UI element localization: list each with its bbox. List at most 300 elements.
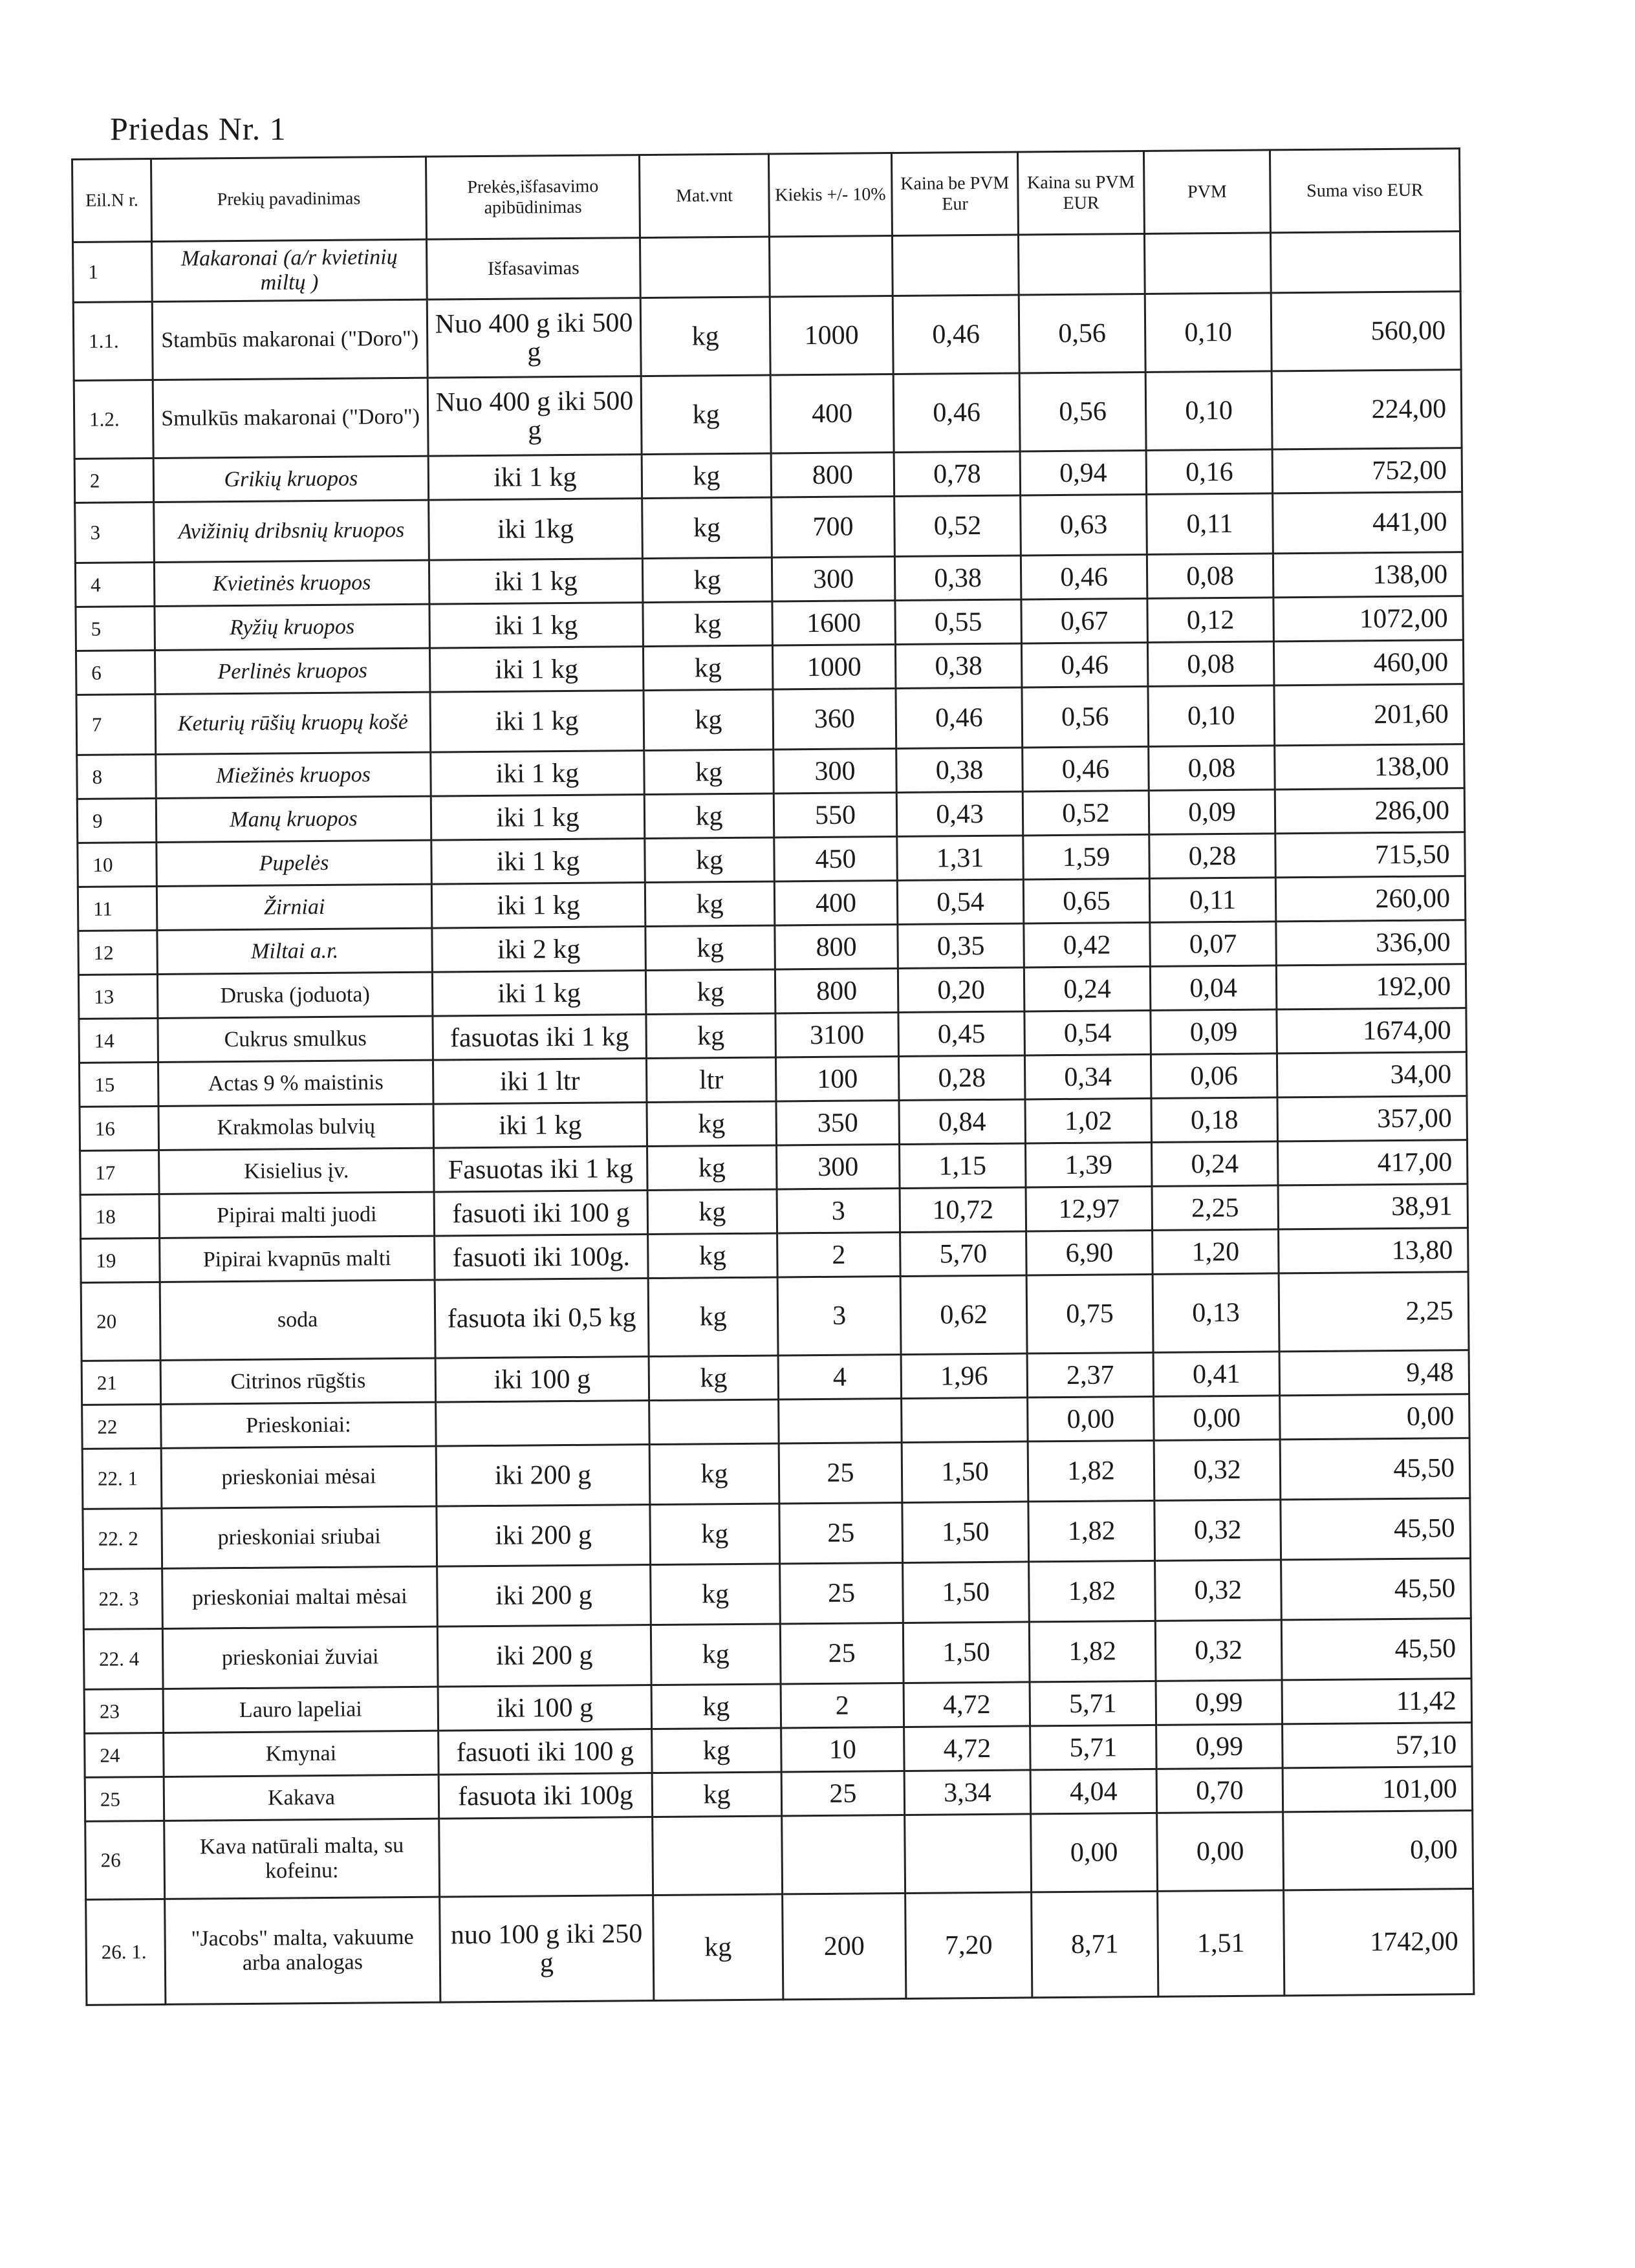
row-number-cell: 13 — [78, 974, 158, 1019]
quantity-cell: 2 — [777, 1232, 901, 1277]
packaging-cell: Nuo 400 g iki 500 g — [428, 376, 642, 457]
price-without-vat-cell: 1,31 — [897, 836, 1024, 881]
price-with-vat-cell — [1018, 233, 1145, 295]
price-with-vat-cell: 1,82 — [1029, 1621, 1156, 1682]
price-without-vat-cell: 1,50 — [903, 1622, 1030, 1683]
price-without-vat-cell: 4,72 — [904, 1682, 1030, 1727]
unit-cell: kg — [641, 375, 771, 455]
packaging-cell: iki 1 ltr — [433, 1059, 647, 1105]
unit-cell: kg — [653, 1894, 783, 2001]
total-sum-cell: 38,91 — [1278, 1184, 1468, 1229]
packaging-cell: iki 1 kg — [429, 559, 643, 605]
price-without-vat-cell: 0,46 — [896, 687, 1023, 749]
packaging-cell: fasuotas iki 1 kg — [433, 1015, 647, 1061]
item-name-cell: Pupelės — [157, 840, 432, 886]
price-without-vat-cell: 4,72 — [904, 1726, 1031, 1771]
item-name-cell: Stambūs makaronai ("Doro") — [152, 299, 428, 380]
header-price: Kaina be PVM Eur — [891, 152, 1018, 236]
unit-cell: kg — [643, 601, 773, 647]
unit-cell: kg — [644, 750, 774, 795]
quantity-cell: 1000 — [772, 645, 896, 689]
unit-cell: kg — [649, 1355, 779, 1401]
unit-cell: kg — [647, 1145, 777, 1191]
total-sum-cell: 201,60 — [1274, 684, 1464, 746]
vat-amount-cell: 0,11 — [1147, 493, 1273, 555]
header-unit: Mat.vnt — [639, 154, 769, 238]
quantity-cell: 400 — [770, 374, 894, 453]
packaging-cell: iki 200 g — [437, 1625, 651, 1687]
quantity-cell: 800 — [775, 968, 898, 1013]
vat-amount-cell: 0,28 — [1149, 834, 1276, 879]
row-number-cell: 22. 3 — [83, 1568, 163, 1629]
unit-cell: kg — [652, 1772, 782, 1817]
header-qty: Kiekis +/- 10% — [768, 153, 892, 237]
packaging-cell: iki 2 kg — [432, 927, 646, 973]
total-sum-cell: 1072,00 — [1273, 596, 1464, 642]
quantity-cell: 10 — [781, 1727, 905, 1771]
item-name-cell: Kisielius įv. — [159, 1148, 435, 1194]
unit-cell: kg — [642, 497, 772, 559]
item-name-cell: Pipirai kvapnūs malti — [160, 1236, 435, 1282]
price-without-vat-cell: 0,52 — [894, 495, 1021, 557]
total-sum-cell: 192,00 — [1276, 964, 1466, 1010]
quantity-cell: 100 — [775, 1056, 899, 1101]
price-without-vat-cell: 0,43 — [896, 792, 1023, 837]
row-number-cell: 16 — [80, 1106, 159, 1150]
total-sum-cell: 45,50 — [1281, 1559, 1471, 1620]
unit-cell: kg — [646, 1013, 776, 1059]
price-with-vat-cell: 0,54 — [1024, 1010, 1151, 1055]
quantity-cell: 25 — [780, 1623, 904, 1683]
price-without-vat-cell: 0,54 — [897, 880, 1024, 925]
vat-amount-cell: 0,32 — [1154, 1500, 1281, 1561]
price-with-vat-cell: 12,97 — [1026, 1186, 1153, 1231]
price-with-vat-cell: 0,46 — [1023, 746, 1149, 792]
total-sum-cell: 417,00 — [1277, 1140, 1467, 1185]
item-name-cell: Manų kruopos — [156, 796, 431, 842]
item-name-cell: prieskoniai sriubai — [162, 1506, 437, 1568]
vat-amount-cell: 0,11 — [1149, 878, 1276, 923]
table-row — [83, 1619, 1471, 1690]
item-name-cell: Avižinių dribsnių kruopos — [154, 500, 429, 562]
quantity-cell: 450 — [774, 837, 898, 881]
unit-cell — [649, 1399, 779, 1445]
unit-cell: kg — [648, 1277, 778, 1357]
vat-amount-cell: 0,12 — [1147, 598, 1274, 643]
row-number-cell: 23 — [84, 1689, 164, 1733]
table-row — [74, 370, 1462, 459]
price-without-vat-cell — [902, 1398, 1028, 1443]
quantity-cell: 25 — [779, 1442, 902, 1503]
price-with-vat-cell: 0,00 — [1031, 1813, 1158, 1892]
quantity-cell: 350 — [776, 1100, 900, 1145]
row-number-cell: 21 — [81, 1360, 161, 1405]
header-no: Eil.N r. — [72, 159, 152, 243]
row-number-cell: 10 — [78, 842, 157, 887]
total-sum-cell: 138,00 — [1273, 552, 1463, 598]
price-without-vat-cell: 5,70 — [900, 1231, 1027, 1277]
quantity-cell — [769, 236, 893, 297]
price-without-vat-cell: 0,46 — [893, 295, 1019, 374]
price-table — [71, 147, 1475, 2006]
table-row — [83, 1559, 1471, 1630]
vat-amount-cell: 0,08 — [1147, 642, 1274, 687]
price-with-vat-cell: 0,24 — [1024, 966, 1151, 1011]
price-with-vat-cell: 8,71 — [1032, 1891, 1158, 1998]
header-pack: Prekės,išfasavimo apibūdinimas — [426, 155, 640, 240]
quantity-cell: 3100 — [775, 1012, 899, 1057]
price-without-vat-cell: 3,34 — [904, 1770, 1031, 1815]
packaging-cell — [439, 1817, 653, 1897]
price-with-vat-cell: 1,02 — [1025, 1098, 1152, 1143]
vat-amount-cell: 0,08 — [1147, 554, 1273, 599]
total-sum-cell: 57,10 — [1283, 1723, 1473, 1768]
price-with-vat-cell: 6,90 — [1026, 1230, 1153, 1275]
item-name-cell: prieskoniai mėsai — [161, 1446, 437, 1508]
packaging-cell: iki 1 kg — [431, 839, 645, 885]
item-name-cell: "Jacobs" malta, vakuume arba analogas — [165, 1897, 440, 2004]
item-name-cell: Ryžių kruopos — [155, 604, 430, 650]
price-with-vat-cell: 1,59 — [1023, 834, 1150, 880]
unit-cell: kg — [651, 1624, 781, 1685]
row-number-cell: 24 — [85, 1733, 164, 1777]
quantity-cell: 300 — [774, 749, 897, 794]
total-sum-cell: 460,00 — [1273, 640, 1464, 686]
quantity-cell: 400 — [774, 881, 898, 925]
quantity-cell: 300 — [772, 557, 895, 601]
price-without-vat-cell — [892, 235, 1019, 296]
total-sum-cell: 0,00 — [1283, 1811, 1473, 1890]
packaging-cell: Nuo 400 g iki 500 g — [427, 298, 641, 378]
row-number-cell: 22. 2 — [83, 1508, 162, 1569]
vat-amount-cell — [1144, 233, 1271, 294]
item-name-cell: Kava natūrali malta, su kofeinu: — [164, 1819, 440, 1899]
total-sum-cell: 441,00 — [1273, 492, 1463, 554]
vat-amount-cell: 0,06 — [1151, 1053, 1277, 1099]
row-number-cell: 1 — [73, 242, 153, 303]
unit-cell: kg — [650, 1504, 780, 1565]
unit-cell: kg — [640, 297, 770, 376]
total-sum-cell: 45,50 — [1281, 1619, 1471, 1680]
price-with-vat-cell: 0,46 — [1021, 554, 1147, 599]
price-with-vat-cell: 0,34 — [1024, 1054, 1151, 1099]
total-sum-cell: 45,50 — [1281, 1498, 1471, 1560]
price-without-vat-cell: 10,72 — [900, 1187, 1026, 1233]
vat-amount-cell: 0,00 — [1157, 1812, 1284, 1892]
price-with-vat-cell: 0,52 — [1023, 790, 1149, 836]
item-name-cell: Citrinos rūgštis — [160, 1358, 436, 1404]
vat-amount-cell: 1,51 — [1158, 1890, 1284, 1997]
price-with-vat-cell: 0,65 — [1023, 878, 1150, 923]
item-name-cell: Pipirai malti juodi — [159, 1192, 435, 1238]
item-name-cell: Druska (joduota) — [157, 972, 433, 1018]
packaging-cell: fasuota iki 0,5 kg — [435, 1279, 649, 1359]
quantity-cell — [782, 1815, 905, 1894]
quantity-cell: 2 — [781, 1683, 904, 1727]
item-name-cell: soda — [160, 1280, 435, 1360]
packaging-cell: iki 1 kg — [430, 691, 644, 753]
price-without-vat-cell: 0,45 — [898, 1011, 1025, 1057]
total-sum-cell: 357,00 — [1277, 1096, 1467, 1141]
price-with-vat-cell: 0,67 — [1021, 598, 1148, 643]
quantity-cell: 550 — [774, 793, 897, 837]
item-name-cell: Smulkūs makaronai ("Doro") — [153, 378, 428, 458]
price-with-vat-cell: 5,71 — [1030, 1725, 1157, 1770]
item-name-cell: Žirniai — [157, 884, 432, 930]
vat-amount-cell: 1,20 — [1153, 1229, 1279, 1275]
packaging-cell: iki 1 kg — [432, 971, 646, 1017]
total-sum-cell — [1270, 232, 1460, 293]
packaging-cell: iki 1kg — [429, 499, 643, 561]
item-name-cell: Perlinės kruopos — [155, 648, 430, 694]
total-sum-cell: 11,42 — [1282, 1679, 1472, 1724]
row-number-cell: 5 — [76, 607, 155, 651]
vat-amount-cell: 0,10 — [1145, 293, 1272, 373]
row-number-cell: 1.2. — [74, 380, 153, 459]
quantity-cell: 25 — [779, 1502, 903, 1563]
unit-cell: kg — [647, 1101, 777, 1147]
quantity-cell: 700 — [772, 497, 895, 557]
total-sum-cell: 260,00 — [1275, 876, 1466, 922]
row-number-cell: 4 — [75, 563, 155, 607]
unit-cell: kg — [643, 645, 773, 691]
price-with-vat-cell: 0,00 — [1028, 1396, 1154, 1442]
vat-amount-cell: 0,32 — [1155, 1560, 1282, 1621]
total-sum-cell: 45,50 — [1280, 1438, 1470, 1500]
unit-cell: kg — [642, 557, 772, 603]
price-without-vat-cell: 1,15 — [900, 1143, 1026, 1189]
table-row — [73, 292, 1461, 381]
total-sum-cell: 1742,00 — [1284, 1889, 1474, 1996]
price-with-vat-cell: 1,82 — [1028, 1440, 1154, 1502]
unit-cell: kg — [642, 453, 772, 499]
row-number-cell: 8 — [77, 755, 157, 799]
packaging-cell: iki 1 kg — [431, 795, 645, 841]
quantity-cell — [779, 1398, 902, 1443]
vat-amount-cell: 0,07 — [1150, 922, 1277, 967]
quantity-cell: 3 — [777, 1188, 900, 1233]
price-with-vat-cell: 0,75 — [1026, 1274, 1153, 1354]
vat-amount-cell: 0,16 — [1146, 449, 1273, 495]
total-sum-cell: 336,00 — [1276, 920, 1466, 966]
packaging-cell: fasuoti iki 100 g — [439, 1729, 653, 1775]
item-name-cell: Krakmolas bulvių — [158, 1104, 434, 1150]
table-row — [75, 492, 1463, 563]
total-sum-cell: 752,00 — [1272, 448, 1462, 493]
price-without-vat-cell: 0,55 — [895, 599, 1022, 645]
vat-amount-cell: 0,00 — [1154, 1396, 1281, 1441]
table-row — [83, 1498, 1471, 1570]
unit-cell: kg — [645, 969, 775, 1015]
header-vat: PVM — [1143, 150, 1270, 234]
row-number-cell: 17 — [80, 1150, 160, 1194]
vat-amount-cell: 0,70 — [1156, 1768, 1283, 1813]
row-number-cell: 11 — [78, 886, 157, 931]
item-name-cell: Kmynai — [164, 1731, 439, 1777]
table-row — [85, 1811, 1473, 1900]
row-number-cell: 14 — [79, 1018, 158, 1063]
row-number-cell: 26 — [85, 1820, 165, 1899]
price-with-vat-cell: 5,71 — [1030, 1681, 1156, 1726]
unit-cell: kg — [652, 1728, 782, 1773]
header-sum: Suma viso EUR — [1270, 149, 1460, 233]
price-with-vat-cell: 1,39 — [1026, 1142, 1153, 1187]
total-sum-cell: 9,48 — [1279, 1350, 1469, 1396]
price-without-vat-cell: 1,50 — [902, 1502, 1029, 1563]
quantity-cell: 300 — [777, 1144, 900, 1189]
packaging-cell: fasuoti iki 100g. — [435, 1235, 649, 1280]
quantity-cell: 1600 — [772, 601, 896, 645]
quantity-cell: 25 — [780, 1562, 904, 1623]
price-with-vat-cell: 0,56 — [1019, 294, 1145, 373]
price-without-vat-cell: 1,50 — [903, 1562, 1030, 1623]
item-name-cell: Miežinės kruopos — [156, 752, 431, 798]
vat-amount-cell: 0,10 — [1148, 686, 1275, 747]
table-row — [81, 1272, 1469, 1361]
price-without-vat-cell: 0,84 — [899, 1099, 1026, 1145]
price-table-wrapper — [71, 147, 1473, 2006]
packaging-cell: iki 1 kg — [428, 455, 642, 501]
vat-amount-cell: 0,41 — [1153, 1352, 1280, 1397]
unit-cell: kg — [648, 1233, 778, 1279]
total-sum-cell: 286,00 — [1275, 788, 1465, 834]
price-with-vat-cell: 0,56 — [1019, 372, 1146, 451]
unit-cell: kg — [651, 1684, 781, 1729]
row-number-cell: 18 — [80, 1194, 160, 1238]
header-name: Prekių pavadinimas — [151, 157, 427, 241]
unit-cell: kg — [651, 1564, 781, 1625]
row-number-cell: 26. 1. — [86, 1899, 166, 2005]
packaging-cell: iki 1 kg — [429, 647, 644, 693]
table-row — [76, 684, 1464, 755]
price-without-vat-cell: 0,20 — [898, 967, 1024, 1013]
price-with-vat-cell: 2,37 — [1027, 1352, 1154, 1398]
packaging-cell: iki 100 g — [438, 1685, 652, 1731]
row-number-cell: 22 — [82, 1404, 162, 1449]
packaging-cell: iki 100 g — [435, 1357, 649, 1403]
unit-cell: kg — [647, 1189, 777, 1235]
total-sum-cell: 1674,00 — [1277, 1008, 1467, 1053]
unit-cell: kg — [644, 794, 774, 839]
price-with-vat-cell: 4,04 — [1030, 1769, 1157, 1814]
item-name-cell: prieskoniai maltai mėsai — [162, 1566, 438, 1628]
total-sum-cell: 138,00 — [1275, 744, 1465, 790]
unit-cell — [640, 237, 770, 298]
price-without-vat-cell: 0,46 — [893, 373, 1020, 453]
item-name-cell: Makaronai (a/r kvietinių miltų ) — [152, 239, 428, 301]
price-with-vat-cell: 1,82 — [1028, 1500, 1155, 1562]
quantity-cell: 4 — [778, 1354, 902, 1399]
packaging-cell: iki 200 g — [436, 1445, 650, 1507]
row-number-cell: 19 — [81, 1238, 160, 1282]
unit-cell: kg — [649, 1443, 779, 1505]
vat-amount-cell: 2,25 — [1152, 1185, 1279, 1231]
row-number-cell: 9 — [77, 798, 157, 843]
row-number-cell: 25 — [85, 1777, 164, 1821]
unit-cell: kg — [645, 881, 775, 927]
row-number-cell: 15 — [79, 1062, 158, 1107]
unit-cell: kg — [645, 837, 775, 883]
price-without-vat-cell: 0,38 — [895, 643, 1022, 689]
quantity-cell: 25 — [781, 1771, 905, 1815]
total-sum-cell: 224,00 — [1272, 370, 1462, 449]
quantity-cell: 3 — [777, 1276, 901, 1355]
unit-cell — [653, 1816, 783, 1895]
price-without-vat-cell — [905, 1814, 1032, 1894]
packaging-cell: iki 1 kg — [431, 883, 645, 929]
row-number-cell: 12 — [78, 930, 158, 975]
table-row — [86, 1889, 1474, 2005]
price-without-vat-cell: 0,78 — [894, 451, 1021, 497]
vat-amount-cell: 0,04 — [1150, 966, 1277, 1011]
packaging-cell: iki 1 kg — [431, 751, 645, 797]
packaging-cell: Fasuotas iki 1 kg — [434, 1147, 648, 1193]
quantity-cell: 360 — [773, 689, 896, 750]
item-name-cell: Grikių kruopos — [153, 456, 429, 502]
total-sum-cell: 560,00 — [1271, 292, 1461, 371]
price-with-vat-cell: 0,46 — [1021, 642, 1148, 687]
item-name-cell: Lauro lapeliai — [163, 1687, 439, 1733]
price-with-vat-cell: 0,63 — [1021, 494, 1147, 556]
vat-amount-cell: 0,13 — [1153, 1273, 1279, 1353]
row-number-cell: 6 — [76, 651, 155, 695]
packaging-cell: iki 1 kg — [433, 1103, 647, 1149]
item-name-cell: Miltai a.r. — [157, 928, 433, 974]
price-without-vat-cell: 0,28 — [898, 1055, 1025, 1101]
total-sum-cell: 2,25 — [1279, 1272, 1469, 1352]
packaging-cell — [436, 1401, 650, 1447]
table-row — [73, 232, 1461, 303]
unit-cell: kg — [644, 689, 774, 751]
row-number-cell: 20 — [81, 1282, 160, 1361]
item-name-cell: Kvietinės kruopos — [154, 560, 429, 606]
vat-amount-cell: 0,24 — [1152, 1141, 1279, 1187]
price-with-vat-cell: 0,42 — [1024, 922, 1151, 967]
vat-amount-cell: 0,10 — [1145, 371, 1272, 451]
vat-amount-cell: 0,32 — [1154, 1440, 1281, 1501]
row-number-cell: 3 — [75, 502, 155, 563]
vat-amount-cell: 0,99 — [1156, 1680, 1283, 1725]
price-with-vat-cell: 1,82 — [1029, 1561, 1156, 1622]
quantity-cell: 800 — [775, 925, 898, 969]
total-sum-cell: 715,50 — [1275, 832, 1466, 878]
total-sum-cell: 0,00 — [1280, 1394, 1470, 1440]
quantity-cell: 1000 — [770, 296, 893, 375]
item-name-cell: Keturių rūšių kruopų košė — [155, 692, 431, 754]
packaging-cell: iki 200 g — [437, 1565, 651, 1627]
quantity-cell: 200 — [783, 1893, 906, 1999]
price-with-vat-cell: 0,56 — [1022, 686, 1149, 748]
vat-amount-cell: 0,09 — [1151, 1010, 1277, 1055]
total-sum-cell: 101,00 — [1283, 1767, 1473, 1812]
price-without-vat-cell: 0,62 — [900, 1275, 1027, 1355]
price-without-vat-cell: 1,96 — [901, 1354, 1028, 1399]
row-number-cell: 1.1. — [73, 302, 153, 381]
item-name-cell: Prieskoniai: — [161, 1402, 437, 1448]
item-name-cell: Kakava — [164, 1775, 439, 1820]
item-name-cell: Actas 9 % maistinis — [158, 1060, 433, 1106]
total-sum-cell: 34,00 — [1277, 1052, 1467, 1097]
packaging-cell: iki 200 g — [437, 1505, 651, 1567]
total-sum-cell: 13,80 — [1279, 1228, 1469, 1273]
vat-amount-cell: 0,18 — [1151, 1097, 1278, 1143]
table-body — [73, 232, 1474, 2005]
price-without-vat-cell: 0,35 — [898, 923, 1024, 969]
unit-cell: kg — [645, 925, 775, 971]
row-number-cell: 7 — [76, 695, 156, 755]
price-without-vat-cell: 0,38 — [894, 556, 1021, 601]
vat-amount-cell: 0,09 — [1149, 790, 1275, 835]
